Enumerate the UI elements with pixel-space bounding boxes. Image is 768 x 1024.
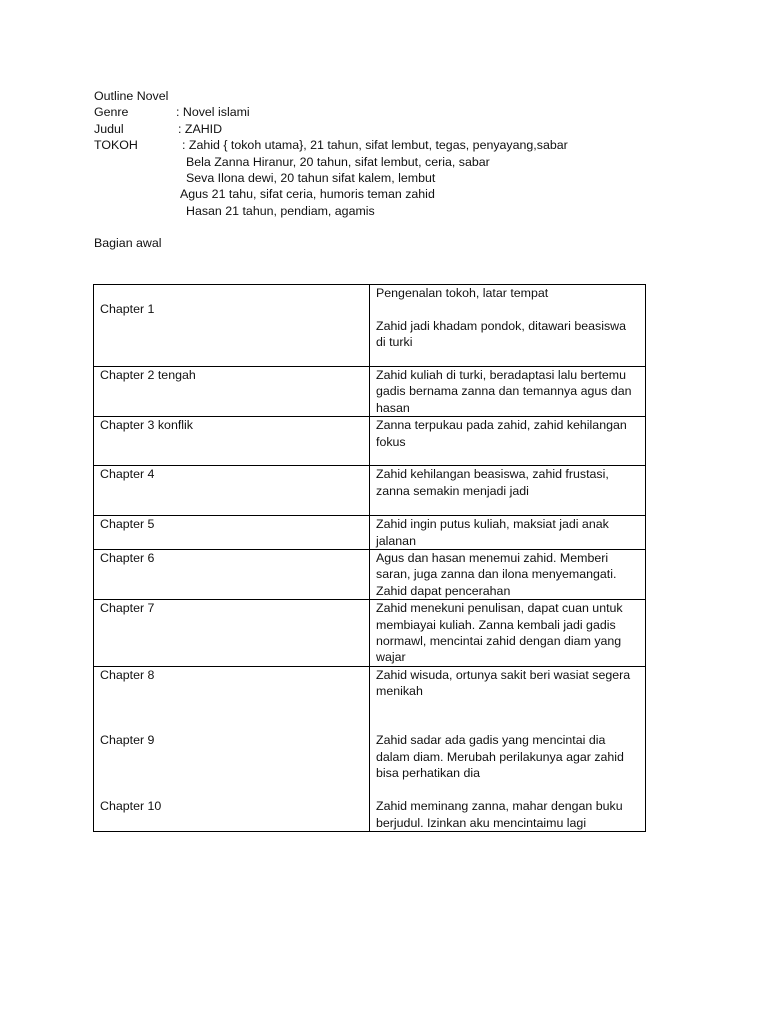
chapter-desc-cell: [370, 367, 646, 417]
chapter-name-cell: [94, 285, 370, 367]
table-row: [94, 666, 646, 831]
tokoh-row: [94, 203, 375, 219]
chapter-desc-cell: [370, 550, 646, 600]
chapter-desc-cell: [370, 466, 646, 516]
chapter-desc: Zahid sadar ada gadis yang mencintai dia dalam diam. Merubah perilakunya agar zahid bisa perhatikan dia: [376, 733, 624, 781]
table-row: [94, 367, 646, 417]
tokoh-row: [94, 137, 568, 153]
tokoh-line: Agus 21 tahu, sifat ceria, humoris teman zahid: [180, 187, 435, 202]
tokoh-row: [94, 154, 490, 170]
chapter-name-cell: [94, 550, 370, 600]
chapter-name-cell: [94, 600, 370, 667]
tokoh-line: Hasan 21 tahun, pendiam, agamis: [186, 203, 375, 218]
chapter-desc: Zanna terpukau pada zahid, zahid kehilangan fokus: [376, 418, 627, 449]
chapter-name-cell: [94, 666, 370, 831]
chapter-desc-cell: [370, 516, 646, 550]
chapter-name: Chapter 8: [100, 667, 155, 682]
tokoh-row: [94, 186, 435, 202]
table-row: [94, 600, 646, 667]
chapter-desc-cell: [370, 666, 646, 831]
chapter-name: Chapter 7: [100, 601, 155, 616]
outline-header: [94, 88, 568, 219]
chapter-desc-cell: [370, 600, 646, 667]
tokoh-line: : Zahid { tokoh utama}, 21 tahun, sifat lembut, tegas, penyayang,sabar: [182, 138, 568, 153]
judul-value: : ZAHID: [178, 121, 223, 136]
chapter-desc: Zahid kehilangan beasiswa, zahid frustasi, zanna semakin menjadi jadi: [376, 467, 609, 498]
tokoh-row: [94, 170, 436, 186]
chapter-name-cell: [94, 466, 370, 516]
genre-label: Genre: [94, 105, 129, 120]
section-title: Bagian awal: [94, 236, 162, 250]
outline-title: Outline Novel: [94, 89, 169, 103]
chapter-desc-cell: [370, 285, 646, 367]
chapter-name-cell: [94, 367, 370, 417]
chapter-name: Chapter 10: [100, 799, 162, 814]
chapter-desc: Zahid menekuni penulisan, dapat cuan untuk membiayai kuliah. Zanna kembali jadi gadis normawl, mencintai zahid dengan diam yang wajar: [376, 601, 623, 665]
chapter-desc-cell: [370, 417, 646, 466]
tokoh-line: Bela Zanna Hiranur, 20 tahun, sifat lembut, ceria, sabar: [186, 154, 490, 169]
chapter-desc: Zahid wisuda, ortunya sakit beri wasiat segera menikah: [376, 667, 631, 699]
chapter-name-cell: [94, 516, 370, 550]
tokoh-line: Seva Ilona dewi, 20 tahun sifat kalem, lembut: [186, 170, 436, 185]
chapter-name: Chapter 2 tengah: [100, 368, 196, 382]
chapter-name: Chapter 4: [100, 467, 155, 482]
table-row: [94, 550, 646, 600]
chapter-desc: Agus dan hasan menemui zahid. Memberi saran, juga zanna dan ilona menyemangati. Zahid dapat pencerahan: [376, 551, 617, 598]
chapter-name: Chapter 5: [100, 517, 155, 532]
chapter-table: [93, 284, 646, 832]
table-row: [94, 466, 646, 516]
chapter-name: Chapter 6: [100, 551, 155, 566]
judul-row: [94, 121, 223, 137]
genre-value: : Novel islami: [176, 105, 250, 120]
table-row: [94, 516, 646, 550]
judul-label: Judul: [94, 121, 124, 136]
tokoh-label: TOKOH: [94, 138, 138, 153]
table-row: [94, 417, 646, 466]
chapter-name-cell: [94, 417, 370, 466]
chapter-name: Chapter 1: [100, 302, 155, 317]
chapter-desc: Zahid meminang zanna, mahar dengan buku berjudul. Izinkan aku mencintaimu lagi: [376, 799, 623, 830]
genre-row: [94, 104, 250, 120]
chapter-name: Chapter 3 konflik: [100, 418, 193, 433]
table-row: [94, 285, 646, 367]
chapter-desc: Zahid kuliah di turki, beradaptasi lalu bertemu gadis bernama zanna dan temannya agus dan hasan: [376, 368, 632, 415]
chapter-name: Chapter 9: [100, 733, 155, 748]
chapter-desc: Zahid jadi khadam pondok, ditawari beasiswa di turki: [376, 318, 627, 350]
chapter-desc: Pengenalan tokoh, latar tempat: [376, 286, 549, 300]
chapter-desc: Zahid ingin putus kuliah, maksiat jadi anak jalanan: [376, 517, 609, 548]
